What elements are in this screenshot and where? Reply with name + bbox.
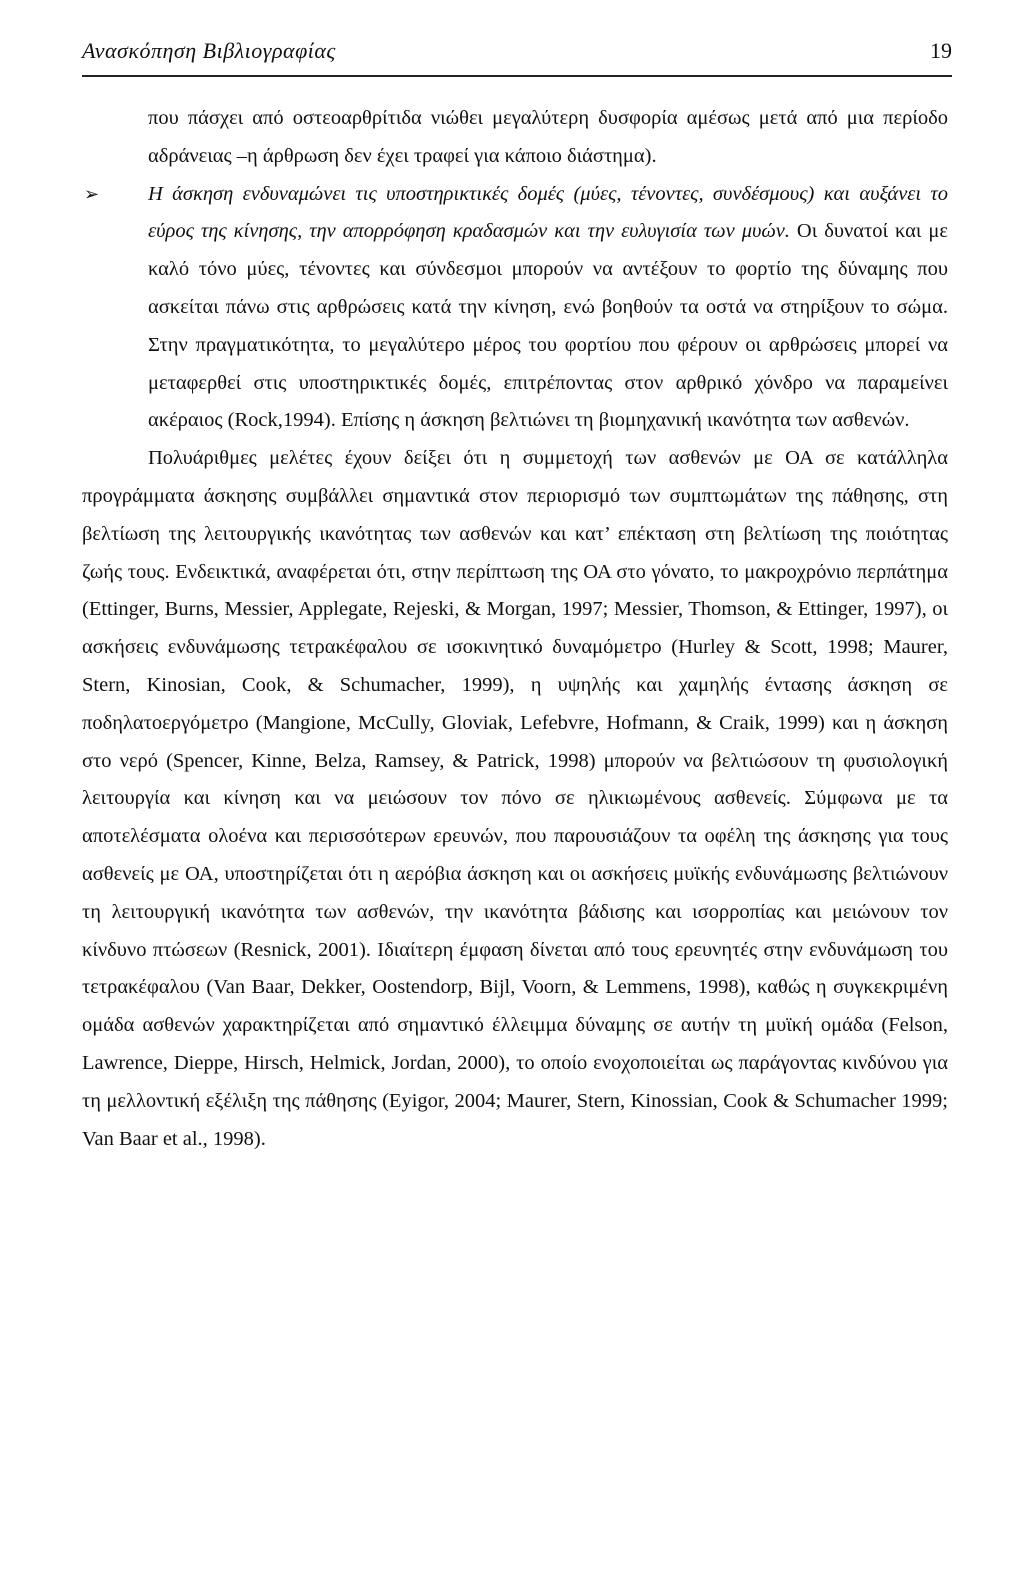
running-header <box>82 38 952 72</box>
header-rule <box>82 75 952 77</box>
paragraph-continuation: που πάσχει από οστεοαρθρίτιδα νιώθει μεγαλύτερη δυσφορία αμέσως μετά από μια περίοδο αδράνειας –η άρθρωση δεν έχει τραφεί για κάποιο διάστημα). <box>148 107 948 167</box>
header-title: Ανασκόπηση Βιβλιογραφίας <box>82 38 336 63</box>
paragraph-main: Πολυάριθμες μελέτες έχουν δείξει ότι η συμμετοχή των ασθενών με ΟΑ σε κατάλληλα προγράμματα άσκησης συμβάλλει σημαντικά στον περιορισμό των συμπτωμάτων της πάθησης, στη βελτίωση της λειτουργικής ικανότητας των ασθενών και κατ’ επέκταση στη βελτίωση της ποιότητας ζωής τους. Ενδεικτικά, αναφέρεται ότι, στην περίπτωση της ΟΑ στο γόνατο, το μακροχρόνιο περπάτημα (Ettinger, Burns, Messier, Applegate, Rejeski, & Morgan, 1997; Messier, Thomson, & Ettinger, 1997), οι ασκήσεις ενδυνάμωσης τετρακέφαλου σε ισοκινητικό δυναμόμετρο (Hurley & Scott, 1998; Maurer, Stern, Kinosian, Cook, & Schumacher, 1999), η υψηλής και χαμηλής έντασης άσκηση σε ποδηλατοεργόμετρο (Mangione, McCully, Gloviak, Lefebvre, Hofmann, & Craik, 1999) και η άσκηση στο νερό (Spencer, Kinne, Belza, Ramsey, & Patrick, 1998) μπορούν να βελτιώσουν τη φυσιολογική λειτουργία και κίνηση και να μειώσουν τον πόνο σε ηλικιωμένους ασθενείς. Σύμφωνα με τα αποτελέσματα ολοένα και περισσότερων ερευνών, που παρουσιάζουν τα οφέλη της άσκησης για τους ασθενείς με ΟΑ, υποστηρίζεται ότι η αερόβια άσκηση και οι ασκήσεις μυϊκής ενδυνάμωσης βελτιώνουν τη λειτουργική ικανότητα των ασθενών, την ικανότητα βάδισης και ισορροπίας και μειώνουν τον κίνδυνο πτώσεων (Resnick, 2001). Ιδιαίτερη έμφαση δίνεται από τους ερευνητές στην ενδυνάμωση του τετρακέφαλου (Van Baar, Dekker, Oostendorp, Bijl, Voorn, & Lemmens, 1998), καθώς η συγκεκριμένη ομάδα ασθενών χαρακτηρίζεται από σημαντικό έλλειμμα δύναμης σε αυτήν τη μυϊκή ομάδα (Felson, Lawrence, Dieppe, Hirsch, Helmick, Jordan, 2000), το οποίο ενοχοποιείται ως παράγοντας κινδύνου για τη μελλοντική εξέλιξη της πάθησης (Eyigor, 2004; Maurer, Stern, Kinossian, Cook & Schumacher 1999; Van Baar et al., 1998). <box>82 447 948 1150</box>
bullet-italic-text: Η άσκηση ενδυναμώνει τις υποστηρικτικές δομές (μύες, τένοντες, συνδέσμους) και αυξάνει το εύρος της κίνησης, την απορρόφηση κραδασμών και την ευλυγισία των μυών. <box>148 182 948 243</box>
page-number: 19 <box>930 38 952 63</box>
arrow-bullet-icon: ➢ <box>84 183 100 205</box>
bullet-paragraph <box>82 176 948 441</box>
bullet-text: Οι δυνατοί και με καλό τόνο μύες, τένοντες και σύνδεσμοι μπορούν να αντέξουν το φορτίο της δύναμης που ασκείται πάνω στις αρθρώσεις κατά την κίνηση, ενώ βοηθούν τα οστά να στηρίξουν το σώμα. Στην πραγματικότητα, το μεγαλύτερο μέρος του φορτίου που φέρουν οι αρθρώσεις μπορεί να μεταφερθεί στις υποστηρικτικές δομές, επιτρέποντας στον αρθρικό χόνδρο να παραμείνει ακέραιος (Rock,1994). Επίσης η άσκηση βελτιώνει τη βιομηχανική ικανότητα των ασθενών. <box>148 220 948 432</box>
body-text <box>82 100 948 1158</box>
